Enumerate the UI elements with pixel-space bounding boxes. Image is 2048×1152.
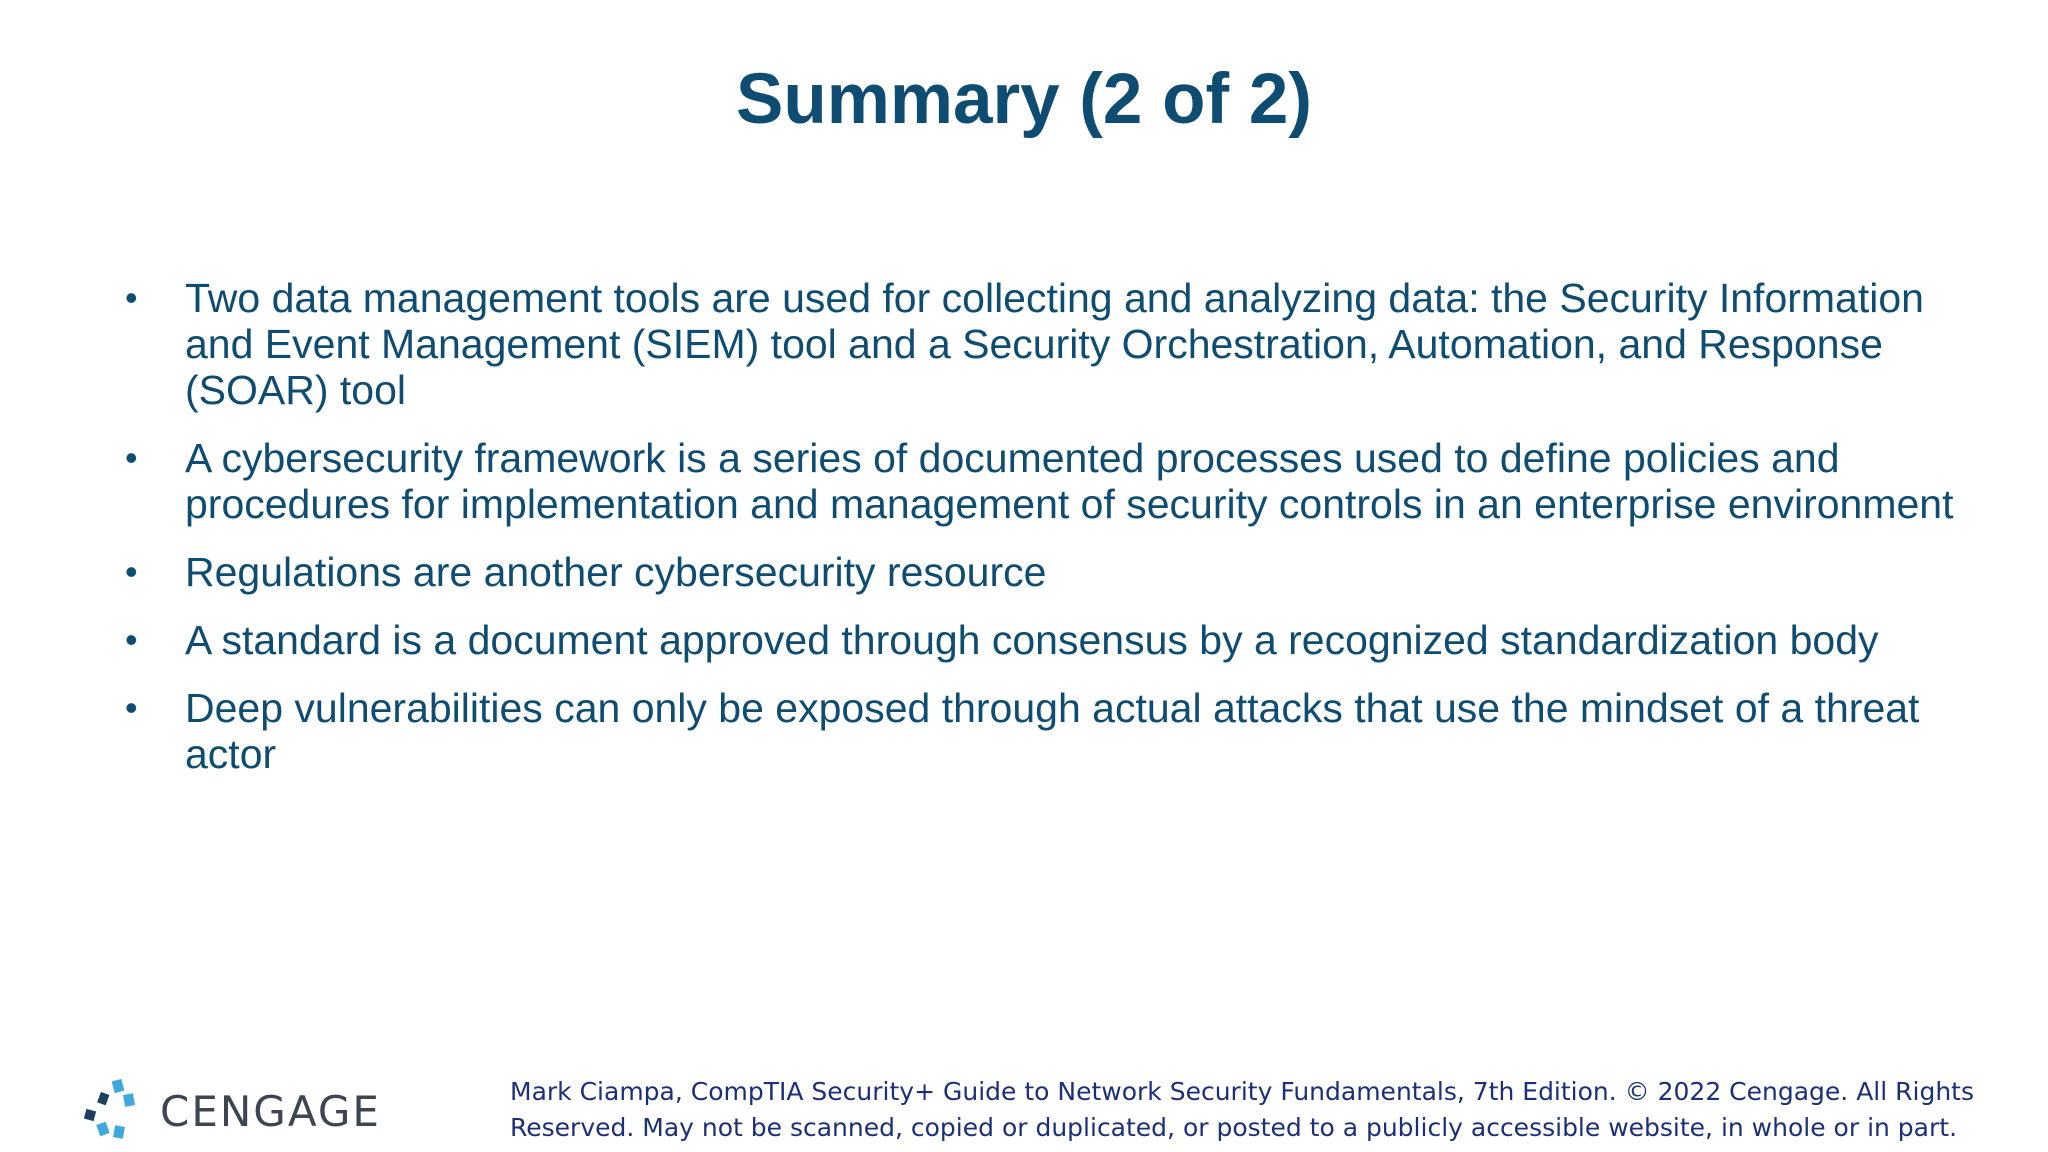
bullet-text: A cybersecurity framework is a series of documented processes used to define policies and procedures for implementation and management of security controls in an enterprise environment	[185, 435, 1954, 527]
bullet-list	[125, 275, 1955, 799]
bullet-dot-icon: •	[125, 551, 138, 592]
bullet-item-deep-vulnerabilities	[125, 685, 1955, 777]
bullet-text: A standard is a document approved through consensus by a recognized standardization body	[185, 617, 1879, 663]
copyright-notice	[510, 1074, 2030, 1146]
bullet-item-regulations	[125, 549, 1955, 595]
slide-title: Summary (2 of 2)	[735, 60, 1313, 139]
bullet-text: Regulations are another cybersecurity resource	[185, 549, 1047, 595]
bullet-text: Deep vulnerabilities can only be exposed through actual attacks that use the mindset of a threat actor	[185, 685, 1920, 777]
cengage-logo-text: CENGAGE	[160, 1086, 381, 1136]
bullet-dot-icon: •	[125, 687, 138, 728]
bullet-item-siem-soar	[125, 275, 1955, 413]
bullet-item-standard	[125, 617, 1955, 663]
cengage-logo-mark-icon	[80, 1079, 146, 1143]
bullet-dot-icon: •	[125, 619, 138, 660]
copyright-line-2: Reserved. May not be scanned, copied or duplicated, or posted to a publicly accessible website, in whole or in part.	[510, 1113, 1958, 1142]
copyright-line-1: Mark Ciampa, CompTIA Security+ Guide to Network Security Fundamentals, 7th Edition. © 2022 Cengage. All Rights	[510, 1077, 1974, 1106]
bullet-item-framework	[125, 435, 1955, 527]
cengage-logo	[80, 1075, 381, 1147]
bullet-dot-icon: •	[125, 437, 138, 478]
bullet-dot-icon: •	[125, 277, 138, 318]
bullet-text: Two data management tools are used for collecting and analyzing data: the Security Information and Event Management (SIEM) tool and a Security Orchestration, Automation, and Response (SOAR) tool	[185, 275, 1924, 413]
